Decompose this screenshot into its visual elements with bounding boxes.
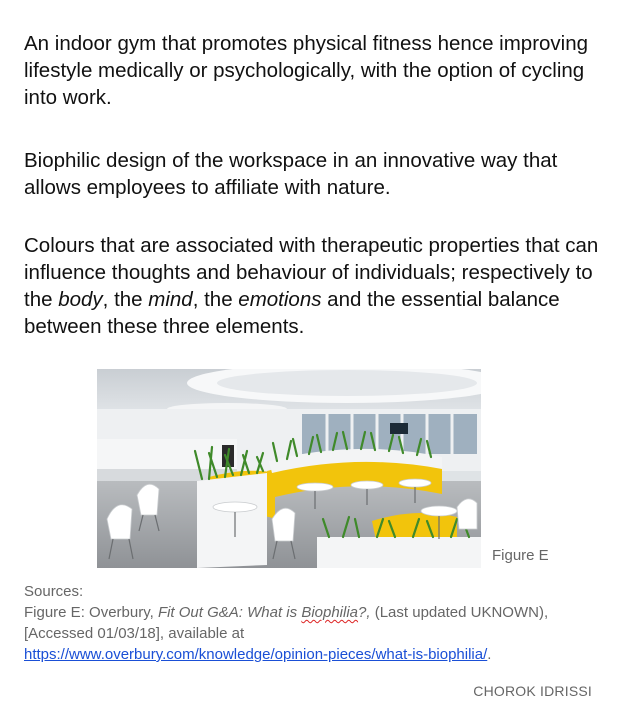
sources-heading: Sources: [24,583,84,600]
source-link[interactable]: https://www.overbury.com/knowledge/opinion-pieces/what-is-biophilia/ [24,646,488,663]
source-title: Fit Out G&A: What is Biophilia?, [157,604,371,621]
emphasis-mind: mind [148,288,193,311]
spellcheck-flagged-word: Biophilia [301,604,359,621]
sources-section [24,581,614,665]
source-link-line: https://www.overbury.com/knowledge/opinion-pieces/what-is-biophilia/. [24,646,492,663]
figure-caption: Figure E [492,547,549,564]
emphasis-emotions: emotions [238,288,322,311]
author-name: CHOROK IDRISSI [473,683,592,699]
paragraph-colours: Colours that are associated with therapeutic properties that can influence thoughts and behaviour of individuals; respectively to the body, the mind, the emotions and the essential balance between these three elements. [24,234,599,338]
paragraph-gym: An indoor gym that promotes physical fitness hence improving lifestyle medically or psychologically, with the option of cycling into work. [24,32,589,109]
source-entry: Figure E: Overbury, Fit Out G&A: What is Biophilia?, (Last updated UKNOWN), [Accessed 01/03/18], available at [24,604,549,642]
office-interior-photo [97,369,481,568]
paragraph-biophilic: Biophilic design of the workspace in an innovative way that allows employees to affiliate with nature. [24,149,558,199]
emphasis-body: body [58,288,103,311]
